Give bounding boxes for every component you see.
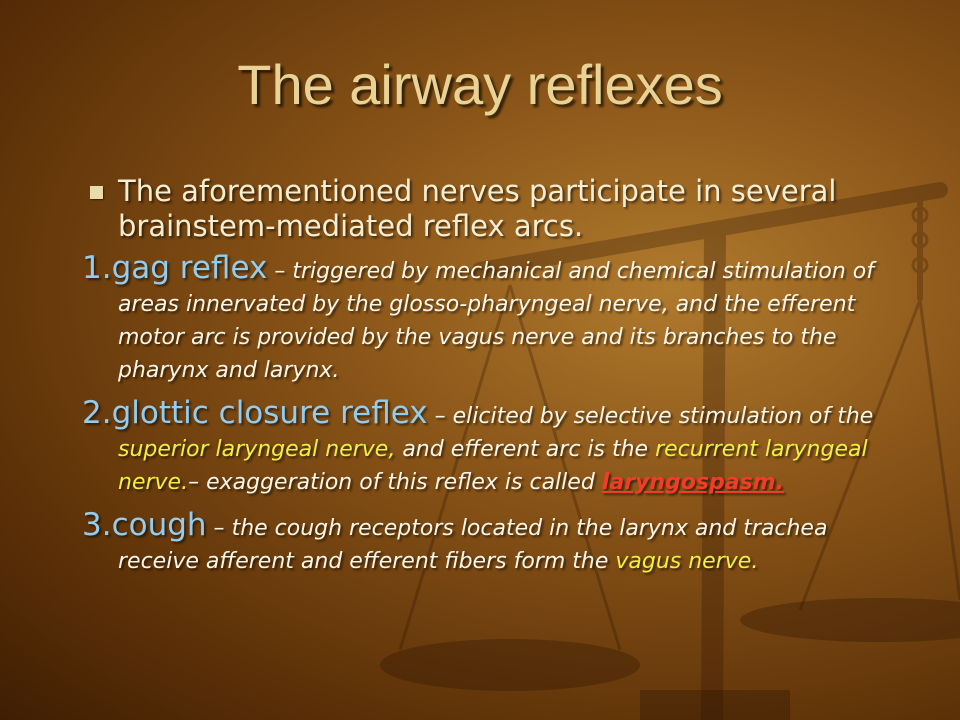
item-heading: 1.gag reflex xyxy=(82,250,268,286)
bullet-text: The aforementioned nerves participate in several brainstem-mediated reflex arcs. xyxy=(118,174,837,243)
square-bullet-icon xyxy=(90,186,103,199)
vagus-nerve-highlight: vagus nerve. xyxy=(615,549,759,574)
item-dash: – xyxy=(267,259,293,284)
item-text: – exaggeration of this reflex is called xyxy=(188,470,602,495)
item-heading: 3.cough xyxy=(82,507,207,543)
slide-content xyxy=(82,174,892,588)
item-text: triggered by mechanical and chemical stimulation of areas innervated by the glosso-pharyngeal nerve, and the efferent motor arc is provided by the vagus nerve and its branches to the pharynx and larynx. xyxy=(118,259,875,383)
cough-reflex-item xyxy=(82,509,892,578)
gag-reflex-item xyxy=(82,252,892,387)
item-dash: – xyxy=(427,404,453,429)
item-dash: – xyxy=(206,516,232,541)
slide-title: The airway reflexes xyxy=(237,53,723,116)
item-text: the cough receptors located in the larynx and trachea receive afferent and efferent fibers form the xyxy=(118,516,828,574)
recurrent-laryngeal-nerve-highlight: recurrent laryngeal nerve. xyxy=(118,437,868,495)
glottic-closure-reflex-item xyxy=(82,397,892,499)
superior-laryngeal-nerve-highlight: superior laryngeal nerve, xyxy=(118,437,396,462)
item-text: elicited by selective stimulation of the xyxy=(452,404,874,429)
item-heading: 2.glottic closure reflex xyxy=(82,395,428,431)
bullet-item xyxy=(82,174,892,244)
item-text: and efferent arc is the xyxy=(395,437,656,462)
laryngospasm-link[interactable]: laryngospasm. xyxy=(601,470,784,495)
